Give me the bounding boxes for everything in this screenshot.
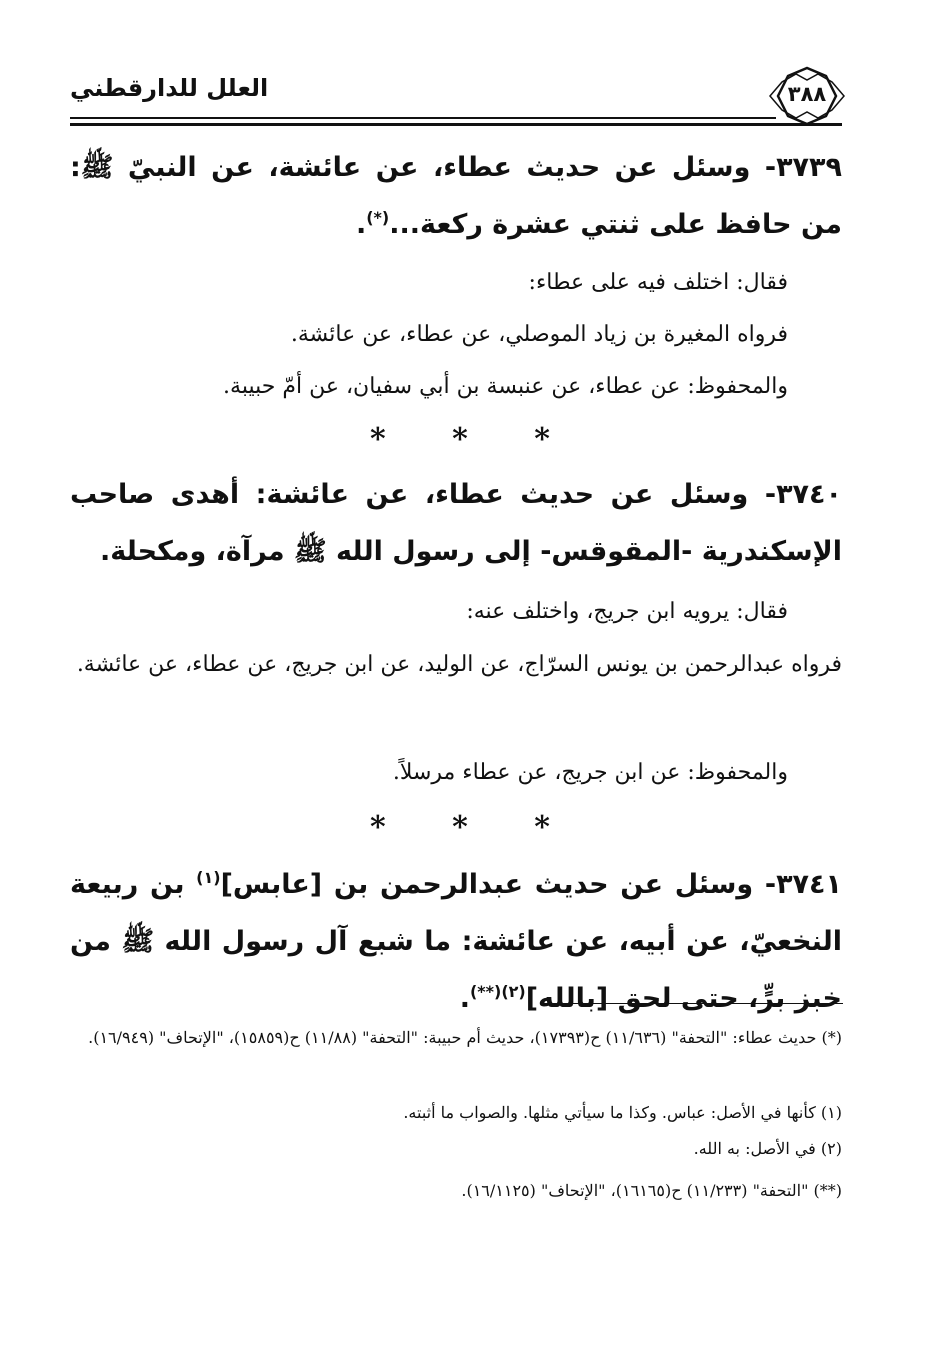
footnote-marker: (١) [196, 868, 221, 887]
entry-line: فقال: اختلف فيه على عطاء: [528, 270, 788, 295]
hadith-entry-3739 [70, 139, 842, 253]
heading-end: . [355, 209, 367, 240]
separator-star: * [452, 810, 468, 845]
page-number-badge [764, 66, 850, 126]
entry-heading: ٣٧٣٩- وسئل عن حديث عطاء، عن عائشة، عن النبيّ ﷺ: من حافظ على ثنتي عشرة ركعة... [70, 152, 842, 240]
page-number: ٣٨٨ [787, 82, 827, 106]
section-separator [370, 422, 550, 457]
section-separator [370, 810, 550, 845]
header-rule-lower [70, 123, 842, 126]
entry-line: فقال: يرويه ابن جريج، واختلف عنه: [466, 599, 788, 624]
entry-line: فرواه عبدالرحمن بن يونس السرّاج، عن الوليد، عن ابن جريج، عن عطاء، عن عائشة. [76, 652, 842, 677]
footnote-marker: (٢)(**) [469, 982, 526, 1001]
entry-line: فرواه المغيرة بن زياد الموصلي، عن عطاء، عن عائشة. [290, 322, 788, 347]
book-title: العلل للدارقطني [70, 74, 269, 102]
hadith-entry-3740: ٣٧٤٠- وسئل عن حديث عطاء، عن عائشة: أهدى صاحب الإسكندرية -المقوقس- إلى رسول الله ﷺ مرآة، ومكحلة. [70, 479, 842, 567]
footnote: (١) كأنها في الأصل: عباس. وكذا ما سيأتي مثلها. والصواب ما أثبته. [403, 1103, 842, 1122]
separator-star: * [452, 422, 468, 457]
footnote: (*) حديث عطاء: "التحفة" (١١/٦٣٦) ح(١٧٣٩٣)، حديث أم حبيبة: "التحفة" (١١/٨٨) ح(١٥٨٥٩)، "الإتحاف" (١٦/٩٤٩). [88, 1028, 842, 1047]
heading-end: . [459, 983, 470, 1014]
footnote-rule [541, 1003, 843, 1004]
separator-star: * [534, 810, 550, 845]
footnote: (٢) في الأصل: به الله. [693, 1139, 842, 1158]
entry-heading: ٣٧٤١- وسئل عن حديث عبدالرحمن بن [عابس] [220, 869, 842, 900]
footnote: (**) "التحفة" (١١/٢٣٣) ح(١٦١٦٥)، "الإتحاف" (١٦/١١٢٥). [461, 1181, 842, 1200]
entry-line: والمحفوظ: عن ابن جريج، عن عطاء مرسلاً. [392, 760, 788, 785]
hadith-entry-3741 [70, 856, 842, 1027]
entry-line: والمحفوظ: عن عطاء، عن عنبسة بن أبي سفيان، عن أمّ حبيبة. [223, 374, 788, 399]
footnote-marker: (*) [366, 208, 390, 227]
separator-star: * [534, 422, 550, 457]
entry-heading-cont: بن ربيعة النخعيّ، عن أبيه، عن عائشة: ما شبع آل رسول الله ﷺ من خبز برٍّ، حتى لحق [بالله] [70, 869, 842, 1014]
separator-star: * [370, 810, 386, 845]
header-rule [70, 117, 776, 119]
separator-star: * [370, 422, 386, 457]
